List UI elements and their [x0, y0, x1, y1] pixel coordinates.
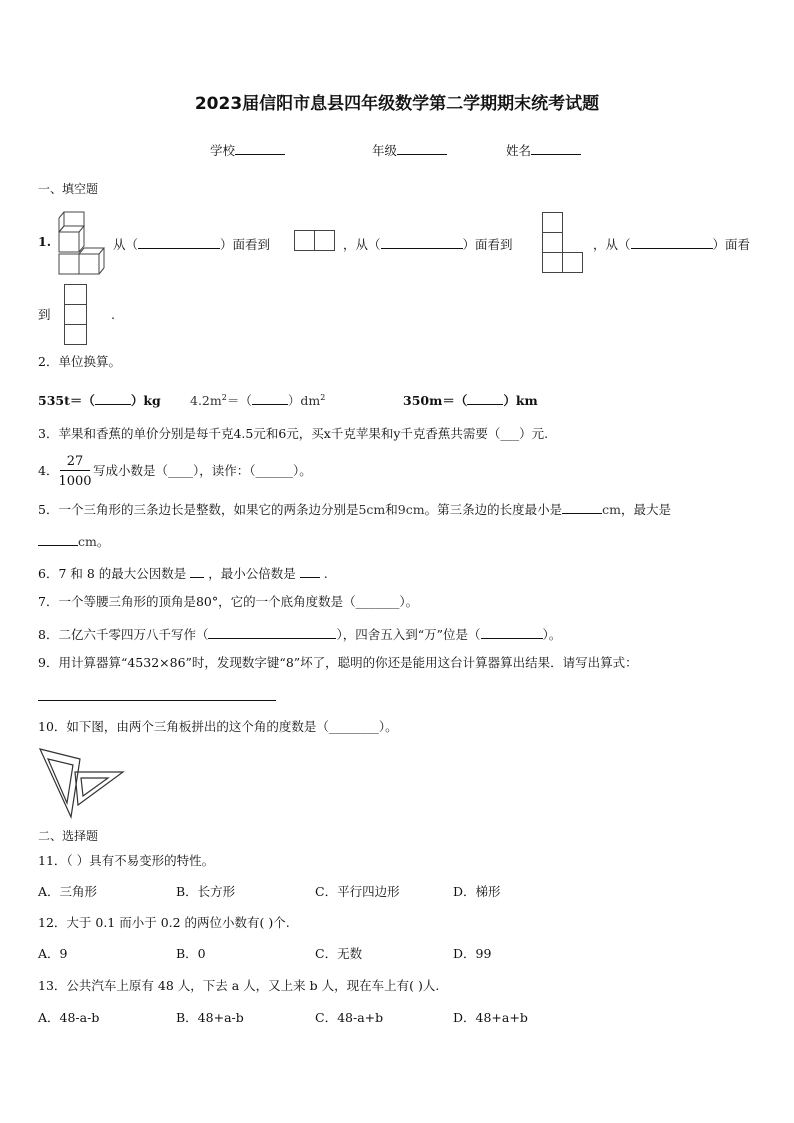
view-l-shape — [542, 212, 584, 274]
q7-text: 7．一个等腰三角形的顶角是80°，它的一个底角度数是（_______）。 — [38, 594, 419, 609]
grade-blank[interactable] — [397, 142, 447, 155]
school-blank[interactable] — [235, 142, 285, 155]
q4-fraction-bar — [60, 470, 90, 471]
name-label: 姓名 — [506, 143, 532, 158]
name-blank[interactable] — [531, 142, 581, 155]
name-field — [506, 142, 581, 158]
cube-solid-figure — [58, 210, 102, 276]
q12-stem: 12．大于 0.1 而小于 0.2 的两位小数有( )个. — [38, 915, 290, 930]
view-two-squares — [294, 230, 336, 252]
q12-option-c[interactable]: C．无数 — [315, 946, 363, 961]
view-three-vertical — [64, 284, 88, 346]
q1-text-3: ，从（ ）面看 — [593, 237, 751, 252]
q11-option-b[interactable]: B．长方形 — [176, 884, 236, 899]
q8-blank-1[interactable] — [208, 626, 336, 639]
grade-label: 年级 — [372, 143, 398, 158]
q4-numerator: 27 — [66, 454, 84, 469]
q11-option-c[interactable]: C．平行四边形 — [315, 884, 400, 899]
q2-blank-c[interactable] — [467, 392, 503, 405]
q13-option-d[interactable]: D．48+a+b — [453, 1010, 528, 1025]
q2-blank-a[interactable] — [95, 392, 131, 405]
q2-part-b: $4.2m^2=$（ ）$dm^2$ — [190, 392, 326, 408]
q2-part-a: 535t＝（ ）kg — [38, 393, 161, 408]
q13-option-a[interactable]: A．48-a-b — [38, 1010, 100, 1025]
q1-end: . — [111, 307, 115, 322]
q4-denominator: 1000 — [58, 474, 92, 489]
q11-option-a[interactable]: A．三角形 — [38, 884, 98, 899]
q13-option-b[interactable]: B．48+a-b — [176, 1010, 244, 1025]
school-field — [210, 142, 285, 158]
section-choice-heading: 二、选择题 — [38, 829, 99, 843]
q2-part-c: 350m＝（ ）km — [403, 393, 538, 408]
q6-blank-gcd[interactable] — [190, 565, 204, 578]
q1-number: 1. — [38, 234, 52, 249]
q9-answer-line[interactable] — [38, 700, 276, 701]
q10-text: 10．如下图，由两个三角板拼出的这个角的度数是（________）。 — [38, 719, 398, 734]
q12-option-d[interactable]: D．99 — [453, 946, 492, 961]
q1-text-2: ，从（ ）面看到 — [343, 237, 513, 252]
q1-blank-1[interactable] — [138, 236, 220, 249]
q5-blank-max[interactable] — [38, 533, 78, 546]
q4-text: 写成小数是（____），读作：（______）。 — [93, 463, 312, 478]
school-label: 学校 — [210, 143, 236, 158]
q11-stem: 11．（ ）具有不易变形的特性。 — [38, 853, 215, 868]
q12-option-b[interactable]: B．0 — [176, 946, 206, 961]
q3-text: 3．苹果和香蕉的单价分别是每千克4.5元和6元，买x千克苹果和y千克香蕉共需要（___）元. — [38, 426, 549, 441]
section-fill-heading: 一、填空题 — [38, 182, 99, 196]
q5-line-1: 5．一个三角形的三条边长是整数，如果它的两条边分别是5cm和9cm。第三条边的长度最小是 cm，最大是 — [38, 502, 671, 517]
q13-option-c[interactable]: C．48-a+b — [315, 1010, 384, 1025]
q13-stem: 13．公共汽车上原有 48 人，下去 a 人，又上来 b 人，现在车上有( )人. — [38, 978, 440, 993]
q6-blank-lcm[interactable] — [300, 565, 320, 578]
q8-text: 8．二亿六千零四万八千写作（ ），四舍五入到“万”位是（ ）。 — [38, 627, 562, 642]
q2-blank-b[interactable] — [252, 392, 288, 405]
set-square-figure — [38, 747, 126, 819]
q4-number: 4． — [38, 463, 59, 478]
page-title: 2023届信阳市息县四年级数学第二学期期末统考试题 — [194, 94, 600, 114]
grade-field — [372, 142, 447, 158]
q1-text-4: 到 — [38, 307, 51, 322]
q2-title: 2．单位换算。 — [38, 354, 121, 369]
q5-line-2: cm。 — [38, 533, 109, 549]
q5-blank-min[interactable] — [562, 501, 602, 514]
q8-blank-2[interactable] — [481, 626, 543, 639]
q1-blank-3[interactable] — [631, 236, 713, 249]
q1-blank-2[interactable] — [381, 236, 463, 249]
q1-text: 从（ ）面看到 — [113, 237, 271, 252]
q11-option-d[interactable]: D．梯形 — [453, 884, 501, 899]
q9-text: 9．用计算器算“4532×86”时，发现数字键“8”坏了，聪明的你还是能用这台计算器算出结果．请写出算式： — [38, 655, 638, 670]
q6-text: 6．7 和 8 的最大公因数是 ，最小公倍数是 . — [38, 566, 328, 581]
q12-option-a[interactable]: A．9 — [38, 946, 68, 961]
